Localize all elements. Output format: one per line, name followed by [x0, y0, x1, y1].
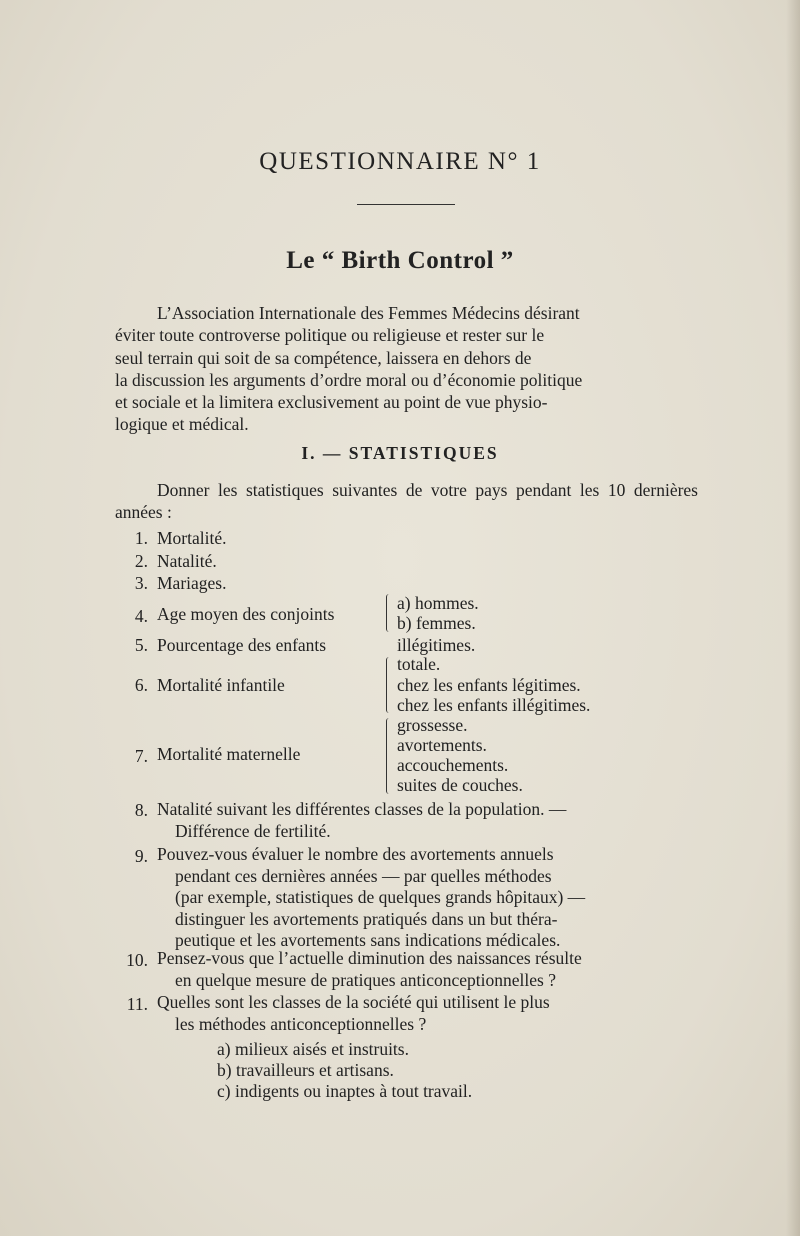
page-edge-shadow [786, 0, 800, 1236]
intro-line: la discussion les arguments d’ordre moral ou d’économie politique [115, 369, 583, 390]
list-item [157, 799, 698, 842]
list-item [157, 844, 698, 952]
option-text: chez les enfants légitimes. [397, 675, 581, 695]
item-line: Différence de fertilité. [175, 820, 331, 841]
option-text: a) milieux aisés et instruits. [217, 1039, 409, 1059]
intro-line: logique et médical. [115, 414, 249, 435]
page-title: QUESTIONNAIRE N° 1 [259, 148, 541, 175]
item-text: Age moyen des conjoints [157, 604, 335, 624]
item-text: Mortalité maternelle [157, 744, 301, 764]
brace [386, 718, 392, 794]
option-text: totale. [397, 654, 441, 674]
option-text: a) hommes. [397, 593, 479, 613]
intro-line: éviter toute controverse politique ou religieuse et rester sur le [115, 325, 545, 346]
option-text: chez les enfants illégitimes. [397, 695, 591, 715]
item-text: Natalité. [157, 551, 217, 571]
item-line: en quelque mesure de pratiques anticonceptionnelles ? [175, 969, 556, 990]
item-line: Natalité suivant les différentes classes de la population. — [157, 799, 567, 819]
section-heading: I. — STATISTIQUES [301, 443, 499, 463]
item-line: Pensez-vous que l’actuelle diminution des naissances résulte [157, 948, 582, 968]
page-subtitle: Le “ Birth Control ” [286, 247, 514, 274]
item-text: Mortalité infantile [157, 675, 285, 695]
item-number: 1. [134, 528, 148, 548]
intro-line: L’Association Internationale des Femmes Médecins désirant [157, 303, 580, 323]
option-text: grossesse. [397, 715, 468, 735]
option-text: avortements. [397, 735, 487, 755]
title-rule [357, 204, 455, 205]
item-number: 8. [134, 800, 148, 820]
item-line: peutique et les avortements sans indications médicales. [175, 930, 561, 950]
item-line: Pouvez-vous évaluer le nombre des avortements annuels [157, 844, 554, 864]
intro-line: seul terrain qui soit de sa compétence, laissera en dehors de [115, 347, 532, 368]
intro-paragraph [115, 302, 698, 436]
item-number: 4. [134, 606, 148, 626]
option-text: accouchements. [397, 755, 509, 775]
item-number: 6. [134, 675, 148, 695]
item-line: (par exemple, statistiques de quelques grands hôpitaux) — [175, 887, 586, 907]
item-text: Pourcentage des enfants [157, 635, 327, 655]
option-text: c) indigents ou inaptes à tout travail. [217, 1081, 473, 1101]
brace [386, 594, 392, 632]
brace [386, 657, 392, 713]
item-text-tail: illégitimes. [397, 635, 476, 655]
item-number: 7. [134, 746, 148, 766]
option-text: b) femmes. [397, 613, 476, 633]
option-text: suites de couches. [397, 775, 523, 795]
section-intro: Donner les statistiques suivantes de votre pays pendant les 10 dernières années : [115, 480, 698, 522]
item-number: 2. [134, 551, 148, 571]
item-number: 3. [134, 573, 148, 593]
item-number: 10. [126, 950, 148, 970]
item-line: Quelles sont les classes de la société qui utilisent le plus [157, 992, 550, 1012]
intro-line: et sociale et la limitera exclusivement au point de vue physio- [115, 392, 548, 413]
item-line: distinguer les avortements pratiqués dans un but théra- [175, 908, 558, 929]
item-line: pendant ces dernières années — par quelles méthodes [175, 865, 552, 886]
item-text: Mortalité. [157, 528, 227, 548]
item-number: 9. [134, 846, 148, 866]
list-item [157, 948, 698, 991]
item-number: 5. [134, 635, 148, 655]
option-text: b) travailleurs et artisans. [217, 1060, 394, 1080]
list-item [157, 992, 698, 1035]
item-line: les méthodes anticonceptionnelles ? [175, 1013, 427, 1034]
item-number: 11. [126, 994, 148, 1014]
item-text: Mariages. [157, 573, 227, 593]
